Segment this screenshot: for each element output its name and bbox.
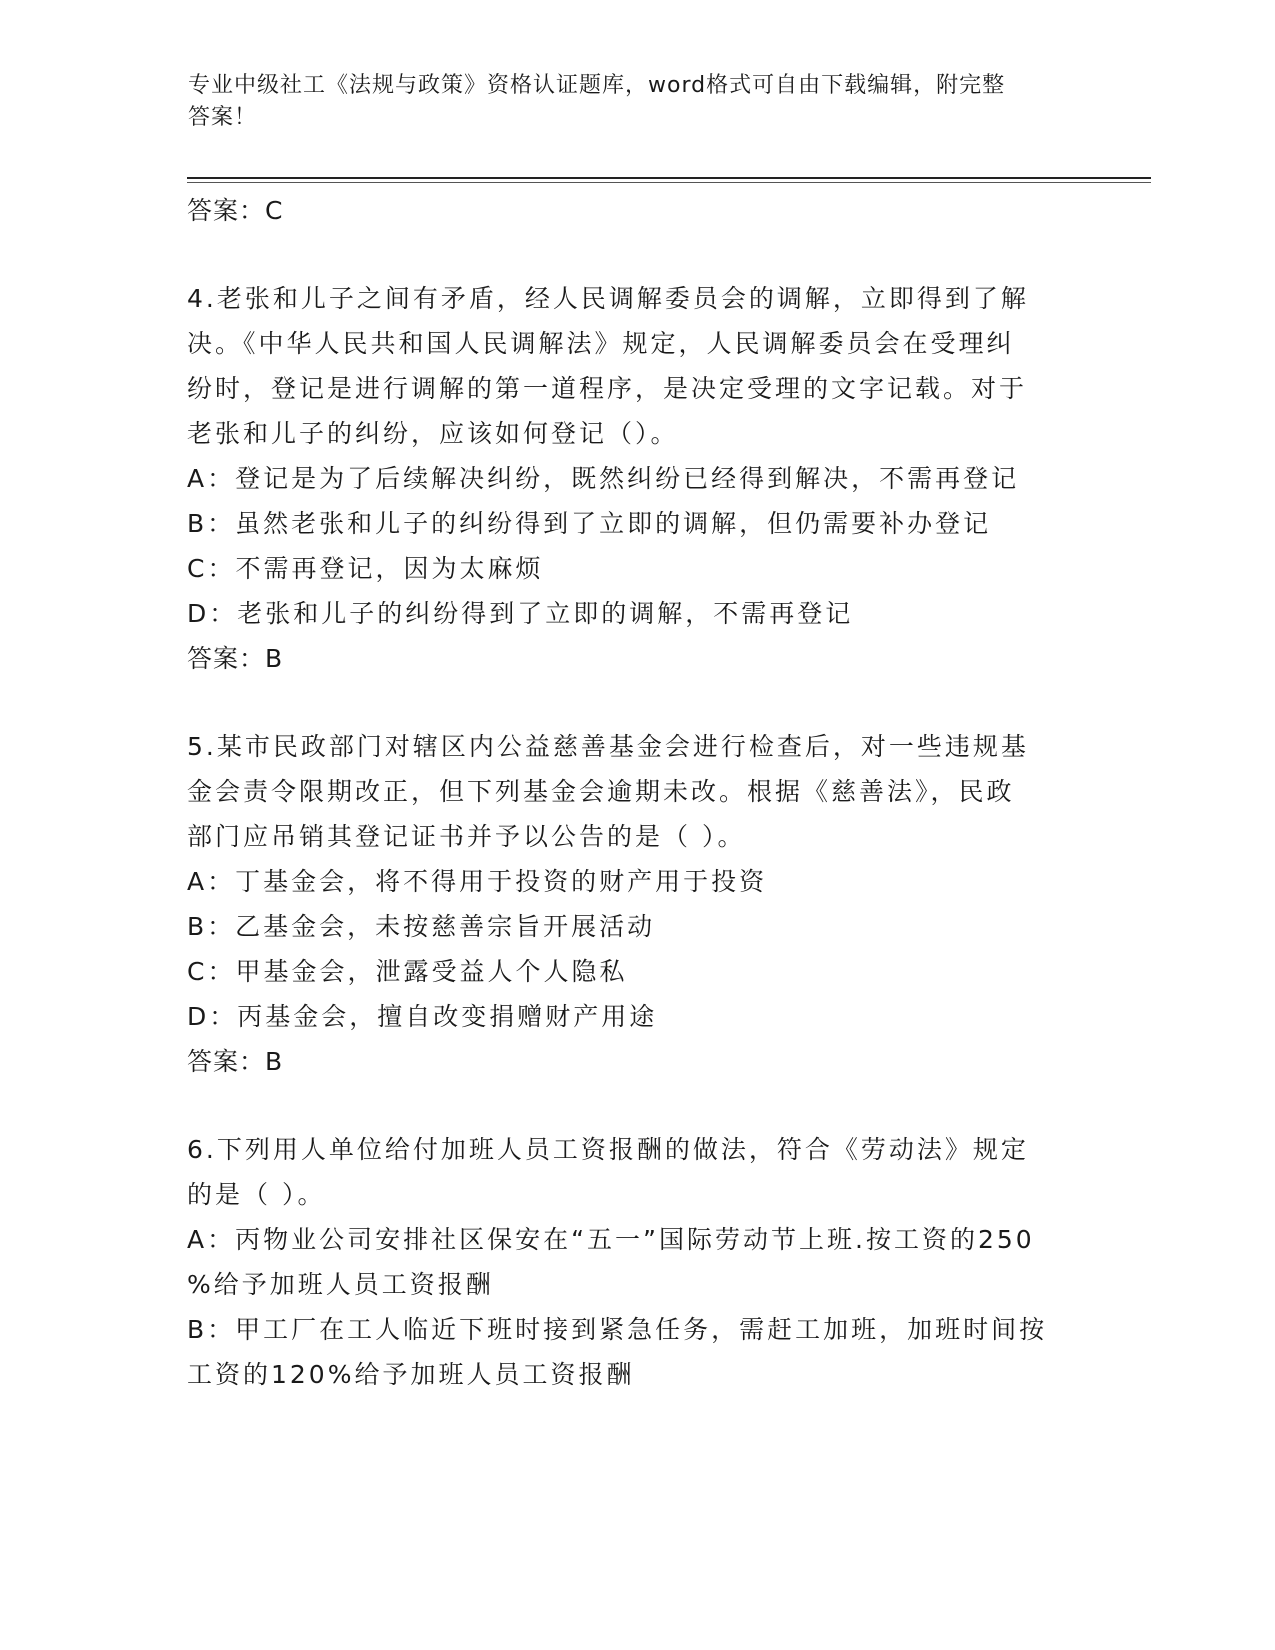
option-text-line: B：甲工厂在工人临近下班时接到紧急任务，需赶工加班，加班时间按 — [187, 1315, 1048, 1344]
question-text-line: 部门应吊销其登记证书并予以公告的是（ ）。 — [187, 822, 746, 851]
question-6 — [187, 1127, 1087, 1217]
question-text-line: 的是（ ）。 — [187, 1180, 326, 1209]
q4-option-d: D：老张和儿子的纠纷得到了立即的调解，不需再登记 — [187, 599, 854, 628]
q4-option-b: B：虽然老张和儿子的纠纷得到了立即的调解，但仍需要补办登记 — [187, 509, 992, 538]
question-text-line: 老张和儿子的纠纷，应该如何登记（）。 — [187, 419, 679, 448]
q6-option-b — [187, 1307, 1067, 1397]
q5-option-a: A：丁基金会，将不得用于投资的财产用于投资 — [187, 867, 768, 896]
q4-option-c: C：不需再登记，因为太麻烦 — [187, 554, 544, 583]
header-line-2: 答案！ — [188, 105, 258, 130]
spacer — [187, 234, 1087, 276]
q5-option-d: D：丙基金会，擅自改变捐赠财产用途 — [187, 1002, 658, 1031]
question-text-line: 决。《中华人民共和国人民调解法》规定，人民调解委员会在受理纠 — [187, 329, 1015, 358]
q4-answer: 答案：B — [187, 644, 284, 673]
previous-answer: 答案：C — [187, 196, 284, 225]
header-line-1: 专业中级社工《法规与政策》资格认证题库，word格式可自由下载编辑，附完整 — [188, 73, 1006, 98]
option-text-line: A：丙物业公司安排社区保安在“五一”国际劳动节上班.按工资的250 — [187, 1225, 1035, 1254]
question-5 — [187, 724, 1087, 859]
question-text-line: 6.下列用人单位给付加班人员工资报酬的做法，符合《劳动法》规定 — [187, 1135, 1029, 1164]
q5-answer: 答案：B — [187, 1047, 284, 1076]
option-text-line: 工资的120%给予加班人员工资报酬 — [187, 1360, 635, 1389]
page-header — [188, 70, 1068, 134]
header-divider-thin — [187, 182, 1151, 183]
spacer — [187, 682, 1087, 724]
question-text-line: 4.老张和儿子之间有矛盾，经人民调解委员会的调解，立即得到了解 — [187, 284, 1029, 313]
option-text-line: %给予加班人员工资报酬 — [187, 1270, 494, 1299]
q5-option-c: C：甲基金会，泄露受益人个人隐私 — [187, 957, 628, 986]
question-4 — [187, 276, 1087, 456]
question-text-line: 金会责令限期改正，但下列基金会逾期未改。根据《慈善法》，民政 — [187, 777, 1015, 806]
question-list — [187, 188, 1087, 1397]
q5-option-b: B：乙基金会，未按慈善宗旨开展活动 — [187, 912, 656, 941]
question-text-line: 5.某市民政部门对辖区内公益慈善基金会进行检查后，对一些违规基 — [187, 732, 1029, 761]
spacer — [187, 1085, 1087, 1127]
header-divider-thick — [187, 177, 1151, 179]
q4-option-a: A：登记是为了后续解决纠纷，既然纠纷已经得到解决，不需再登记 — [187, 464, 1020, 493]
q6-option-a — [187, 1217, 1067, 1307]
question-text-line: 纷时，登记是进行调解的第一道程序，是决定受理的文字记载。对于 — [187, 374, 1028, 403]
